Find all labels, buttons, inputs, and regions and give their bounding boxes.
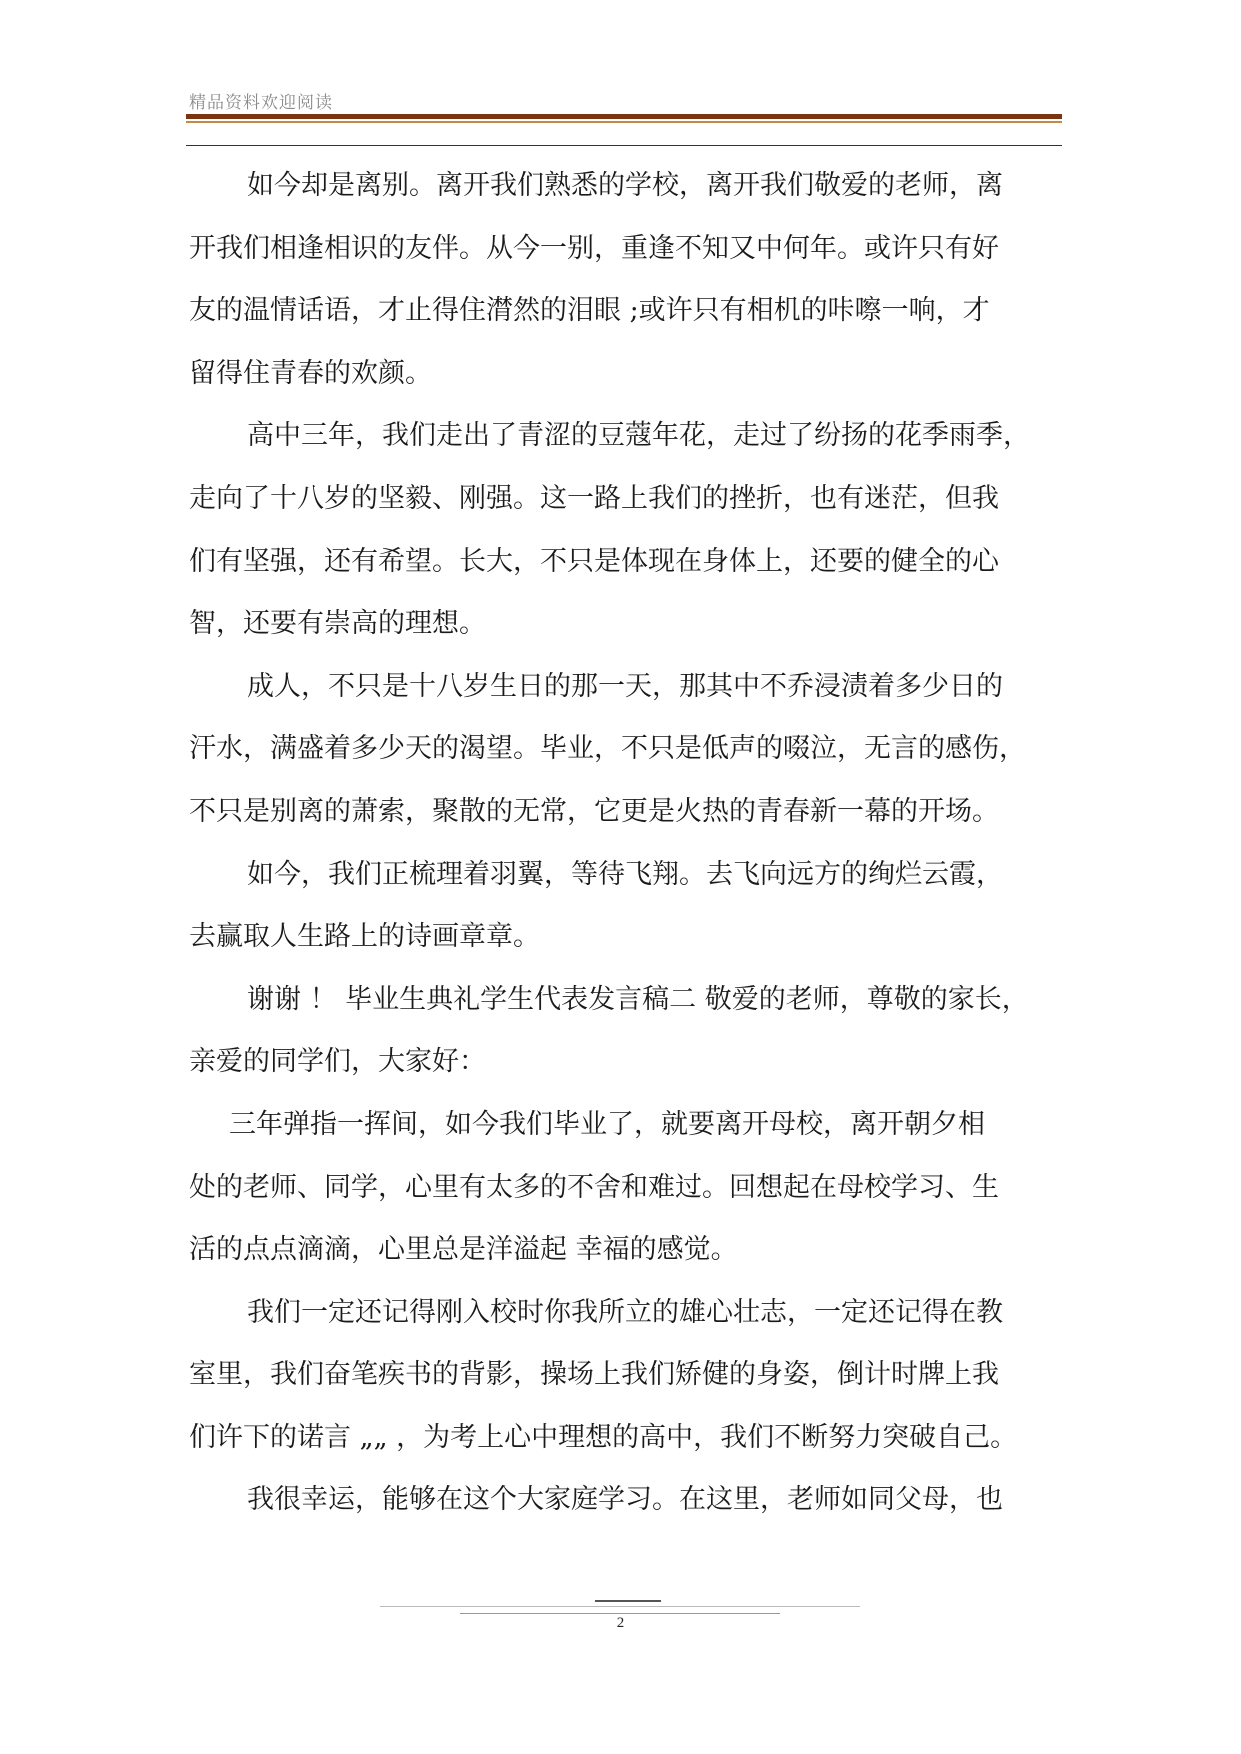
footer-rule-inner: [460, 1613, 780, 1614]
text-line: 不只是别离的萧索，聚散的无常，它更是火热的青春新一幕的开场。: [189, 795, 999, 827]
text-line: 我很幸运，能够在这个大家庭学习。在这里，老师如同父母，也: [247, 1484, 1003, 1516]
text-line: 成人，不只是十八岁生日的那一天，那其中不乔浸渍着多少日的: [247, 670, 1003, 702]
text-line: 们有坚强，还有希望。长大，不只是体现在身体上，还要的健全的心: [189, 545, 999, 577]
text-line: 三年弹指一挥间，如今我们毕业了，就要离开母校，离开朝夕相: [229, 1108, 985, 1140]
text-line: 汗水，满盛着多少天的渴望。毕业，不只是低声的啜泣，无言的感伤，: [189, 733, 1026, 765]
footer-mark: [595, 1600, 661, 1602]
header-rule: [186, 145, 1062, 146]
text-line: 智，还要有崇高的理想。: [189, 608, 486, 640]
page-number: 2: [616, 1615, 625, 1631]
text-line: 开我们相逢相识的友伴。从今一别，重逢不知又中何年。或许只有好: [189, 232, 999, 264]
text-line: 高中三年，我们走出了青涩的豆蔻年花，走过了纷扬的花季雨季，: [247, 420, 1030, 452]
header-bar: [186, 114, 1062, 119]
document-body: [189, 155, 1089, 1532]
header-bar-accent: [186, 121, 1062, 123]
text-line: 友的温情话语，才止得住潸然的泪眼 ;或许只有相机的咔嚓一响，才: [189, 295, 990, 327]
text-line: 去赢取人生路上的诗画章章。: [189, 921, 540, 953]
text-line: 处的老师、同学，心里有太多的不舍和难过。回想起在母校学习、生: [189, 1171, 999, 1203]
text-line: 活的点点滴滴，心里总是洋溢起 幸福的感觉。: [189, 1234, 738, 1266]
text-line: 走向了十八岁的坚毅、刚强。这一路上我们的挫折，也有迷茫，但我: [189, 482, 999, 514]
text-line: 室里，我们奋笔疾书的背影，操场上我们矫健的身姿，倒计时牌上我: [189, 1359, 999, 1391]
text-line: 我们一定还记得刚入校时你我所立的雄心壮志，一定还记得在教: [247, 1296, 1003, 1328]
text-line: 留得住青春的欢颜。: [189, 357, 432, 389]
footer-rule: [380, 1606, 860, 1607]
text-line: 如今却是离别。离开我们熟悉的学校，离开我们敬爱的老师，离: [247, 170, 1003, 201]
text-line: 们许下的诺言 „„ ，为考上心中理想的高中，我们不断努力突破自己。: [189, 1421, 1018, 1453]
header-text: 精品资料欢迎阅读: [189, 93, 333, 113]
text-line: 如今，我们正梳理着羽翼，等待飞翔。去飞向远方的绚烂云霞，: [247, 858, 1003, 890]
text-line: 亲爱的同学们，大家好：: [189, 1046, 486, 1078]
text-line: 谢谢 ！ 毕业生典礼学生代表发言稿二 敬爱的老师，尊敬的家长，: [247, 983, 1029, 1015]
